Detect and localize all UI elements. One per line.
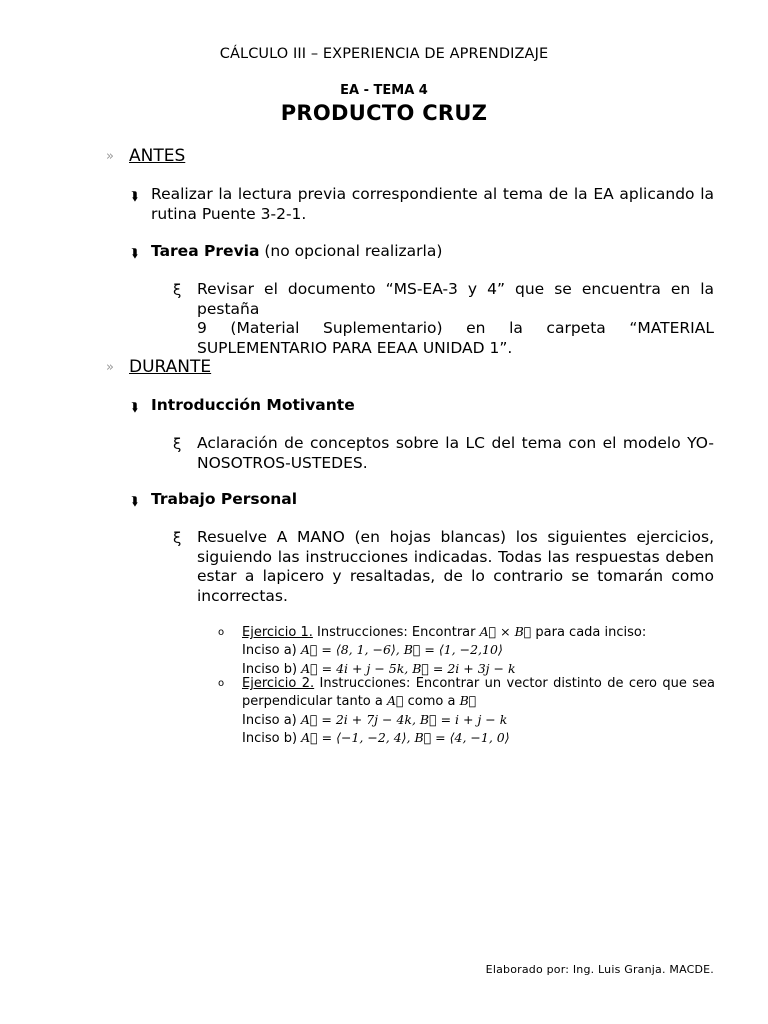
circle-bullet-icon: o: [218, 678, 225, 689]
antes-subitem-line3: SUPLEMENTARIO PARA EEAA UNIDAD 1”.: [197, 338, 513, 357]
exercise-2-label: Ejercicio 2.: [242, 676, 315, 691]
exercise-2-instructions: [242, 675, 715, 692]
durante-subitem-1: [197, 434, 714, 473]
course-title: CÁLCULO III – EXPERIENCIA DE APRENDIZAJE: [219, 46, 549, 62]
durante-subitem-2-line2: siguiendo las instrucciones indicadas. Todas las respuestas deben: [197, 547, 714, 566]
durante-subitem-2-line4: incorrectas.: [197, 586, 288, 605]
antes-subitem: [197, 280, 714, 358]
exercise-2-instr: Instrucciones: Encontrar un vector distinto de cero que sea: [314, 676, 716, 691]
footer-author: Elaborado por: Ing. Luis Granja. MACDE.: [485, 963, 714, 976]
circle-bullet-icon: o: [218, 627, 225, 638]
trabajo-personal-label: Trabajo Personal: [151, 490, 298, 508]
antes-item-1-line1: Realizar la lectura previa correspondiente al tema de la EA aplicando la: [151, 185, 714, 203]
antes-subitem-line2: [197, 319, 714, 339]
vector-a-symbol: A⃗: [386, 693, 404, 709]
bullet-icon: ⮯: [131, 189, 139, 203]
exercise-1-inciso-a: [242, 641, 715, 659]
inciso-b-label: Inciso b): [242, 730, 302, 746]
exercise-2-inciso-a: [242, 711, 715, 729]
line2-w1: 9: [197, 319, 207, 337]
durante-subitem-1-line1: Aclaración de conceptos sobre la LC del tema con el modelo YO-: [197, 434, 714, 452]
durante-subitem-1-line2: NOSOTROS-USTEDES.: [197, 453, 368, 472]
line2-w4: en: [466, 319, 486, 337]
exercise-1-label: Ejercicio 1.: [242, 625, 313, 640]
tarea-previa-note: (no opcional realizarla): [259, 242, 443, 260]
page-title: PRODUCTO CRUZ: [280, 101, 488, 125]
line2-w3: Suplementario): [323, 319, 443, 337]
xi-bullet-icon: ξ: [173, 281, 182, 299]
inciso-b-label: Inciso b): [242, 661, 302, 677]
antes-item-2: [151, 242, 714, 262]
exercise-1-instr2: para cada inciso:: [531, 625, 647, 640]
antes-item-1: [151, 185, 714, 224]
vector-b-symbol: B⃗: [459, 693, 477, 709]
exercise-2-line2c: como a: [403, 694, 460, 710]
line2-w5: la: [509, 319, 523, 337]
section-antes-heading: ANTES: [129, 146, 186, 166]
line2-w6: carpeta: [546, 319, 606, 337]
bullet-icon: ⮯: [131, 246, 139, 260]
inciso-b-expr: A⃗ = 4i + j − 5k, B⃗ = 2i + 3j − k: [301, 660, 516, 676]
durante-subitem-2: [197, 528, 714, 606]
section-marker-icon: »: [106, 149, 114, 164]
exercise-2-inciso-b: [242, 729, 715, 747]
section-marker-icon: »: [106, 360, 114, 375]
introduccion-label: Introducción Motivante: [151, 396, 355, 414]
bullet-icon: ⮯: [131, 400, 139, 414]
exercise-2-line2: [242, 692, 715, 710]
cross-product-expr: A⃗ × B⃗: [479, 624, 532, 639]
line2-w7: “MATERIAL: [629, 319, 714, 337]
durante-subitem-2-line1: Resuelve A MANO (en hojas blancas) los siguientes ejercicios,: [197, 528, 714, 546]
exercise-1: [242, 623, 715, 678]
inciso-a-expr: A⃗ = ⟨8, 1, −6⟩, B⃗ = ⟨1, −2,10⟩: [300, 642, 503, 658]
exercise-2-line2a: perpendicular tanto a: [242, 694, 387, 710]
inciso-a-label: Inciso a): [242, 712, 301, 728]
exercise-2: [242, 675, 715, 747]
durante-subitem-2-line3: estar a lapicero y resaltadas, de lo contrario se tomarán como: [197, 567, 714, 585]
xi-bullet-icon: ξ: [173, 529, 182, 547]
inciso-a-expr: A⃗ = 2i + 7j − 4k, B⃗ = i + j − k: [300, 711, 508, 727]
exercise-1-instructions: [242, 623, 715, 641]
line2-w2: (Material: [230, 319, 300, 337]
tarea-previa-label: Tarea Previa: [151, 242, 260, 260]
bullet-icon: ⮯: [131, 494, 139, 508]
antes-item-1-line2: rutina Puente 3-2-1.: [151, 204, 307, 223]
xi-bullet-icon: ξ: [173, 435, 182, 453]
exercise-1-instr: Instrucciones: Encontrar: [312, 625, 480, 640]
inciso-b-expr: A⃗ = ⟨−1, −2, 4⟩, B⃗ = ⟨4, −1, 0⟩: [301, 729, 510, 745]
inciso-a-label: Inciso a): [242, 643, 301, 659]
topic-subtitle: EA - TEMA 4: [340, 83, 428, 98]
section-durante-heading: DURANTE: [129, 357, 212, 377]
antes-subitem-line1: Revisar el documento “MS-EA-3 y 4” que se encuentra en la pestaña: [197, 280, 714, 318]
